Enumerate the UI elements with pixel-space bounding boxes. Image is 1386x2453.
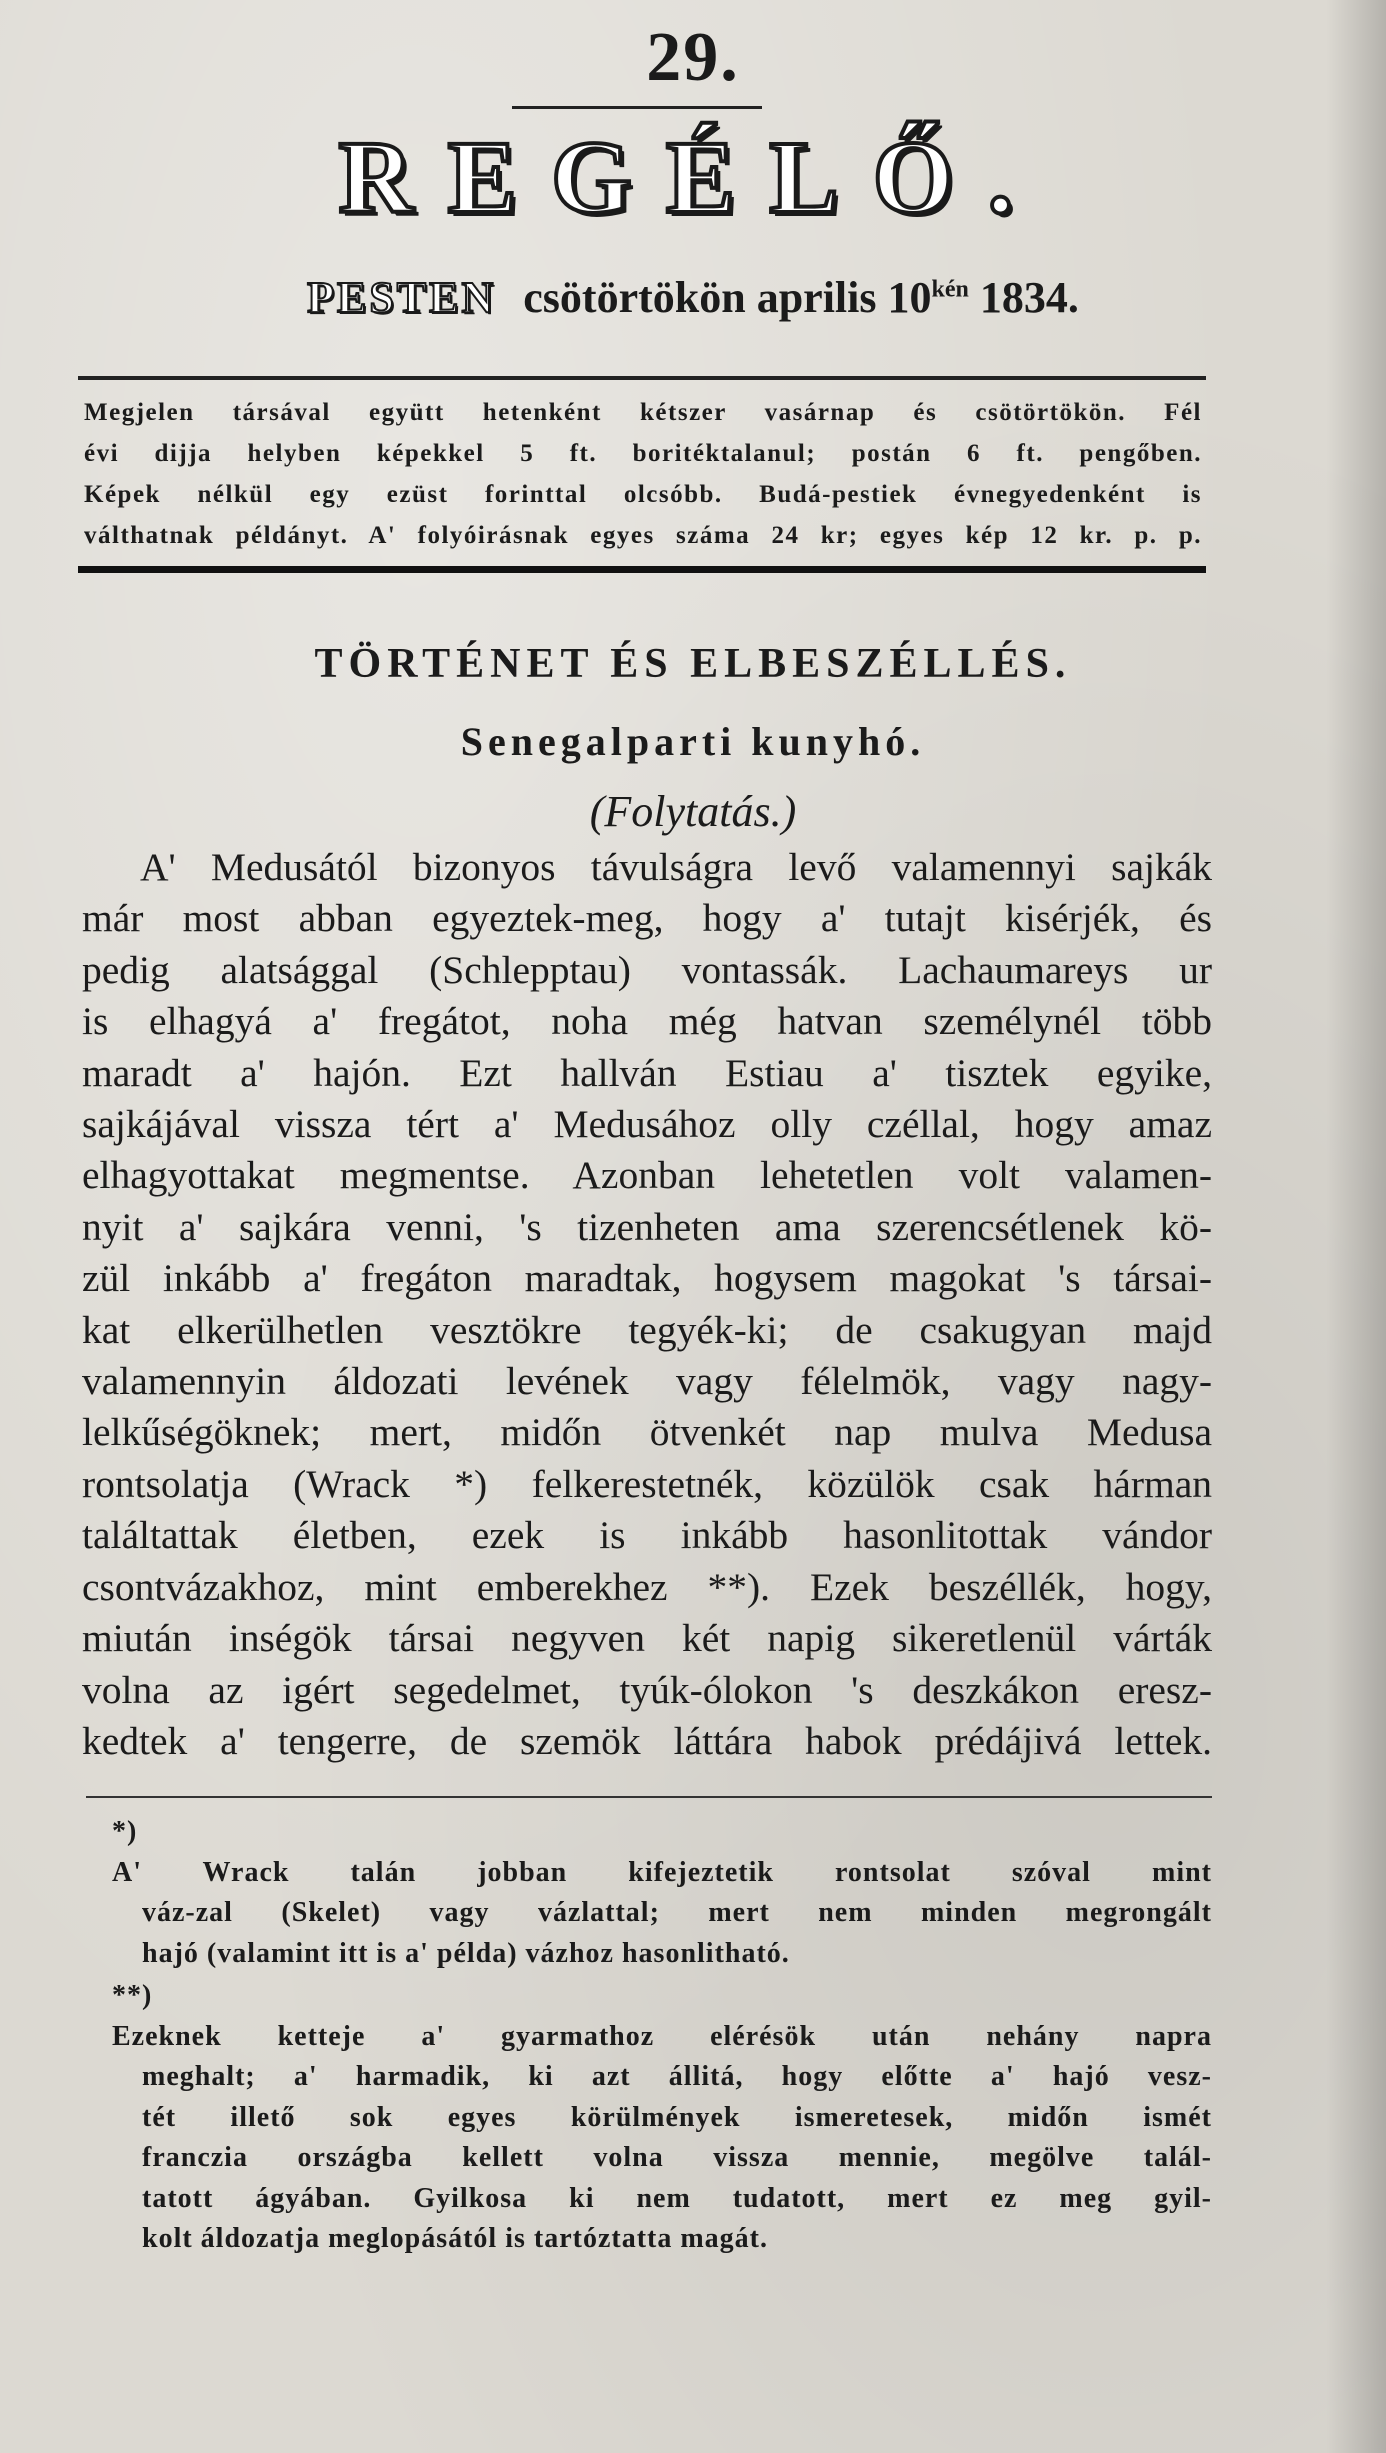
body-line: A' Medusától bizonyos távulságra levő valamennyi sajkák [140, 845, 1212, 889]
footnote-line: meghalt; a' harmadik, ki azt állitá, hogy előtte a' hajó vesz- [142, 2061, 1212, 2092]
body-line: elhagyottakat megmentse. Azonban lehetetlen volt valamen- [82, 1153, 1212, 1198]
body-line: lelkűségöknek; mert, midőn ötvenkét nap mulva Medusa [82, 1410, 1212, 1455]
footnote-line: hajó (valamint itt is a' példa) vázhoz hasonlitható. [142, 1937, 790, 1969]
subscription-notice [84, 392, 1202, 556]
body-line: zül inkább a' fregáton maradtak, hogysem magokat 's társai- [82, 1256, 1212, 1301]
body-line: nyit a' sajkára venni, 's tizenheten ama szerencsétlenek kö- [82, 1204, 1212, 1249]
footnote-line [112, 1976, 1212, 2057]
continued-note: (Folytatás.) [589, 787, 797, 836]
dateline-date: csötörtökön aprilis 10 [523, 273, 932, 322]
article-body [82, 842, 1212, 1767]
body-line: valamennyin áldozati levének vagy félelmök, vagy nagy- [82, 1359, 1212, 1404]
footnote [112, 1976, 1212, 2260]
body-line: csontvázakhoz, mint emberekhez **). Ezek beszéllék, hogy, [82, 1564, 1212, 1609]
footnote-marker: **) [112, 1980, 153, 2011]
footnotes [112, 1812, 1212, 2262]
body-line: sajkájával vissza tért a' Medusához olly czéllal, hogy amaz [82, 1102, 1212, 1147]
body-line: kat elkerülhetlen vesztökre tegyék-ki; de csakugyan majd [82, 1307, 1212, 1352]
body-line: találtattak életben, ezek is inkább hasonlitottak vándor [82, 1513, 1212, 1558]
body-line: kedtek a' tengerre, de szemök láttára habok prédájivá lettek. [82, 1718, 1212, 1763]
body-line: maradt a' hajón. Ezt hallván Estiau a' tisztek egyike, [82, 1050, 1212, 1095]
body-line: volna az igért segedelmet, tyúk-ólokon 's deszkákon eresz- [82, 1667, 1212, 1712]
body-line: rontsolatja (Wrack *) felkerestetnék, közülök csak hárman [82, 1461, 1212, 1506]
dateline-city: PESTEN [307, 273, 497, 322]
subscription-line: Megjelen társával együtt hetenként kétszer vasárnap és csötörtökön. Fél [84, 399, 1202, 426]
dateline-date-suffix: kén [931, 276, 969, 303]
footnote-line [112, 1812, 1212, 1893]
header-divider [512, 106, 762, 109]
footnote-line: kolt áldozatja meglopásától is tartóztatta magát. [142, 2223, 769, 2254]
dateline [0, 272, 1386, 323]
masthead-title: REGÉLŐ. [338, 120, 1048, 235]
subscription-top-rule [78, 376, 1206, 380]
subscription-line: válthatnak példányt. A' folyóirásnak egyes száma 24 kr; egyes kép 12 kr. p. p. [84, 522, 1202, 549]
footnote [112, 1812, 1212, 1974]
footnote-text: Ezeknek ketteje a' gyarmathoz elérésök után nehány napra [112, 2020, 1212, 2052]
footnote-text: A' Wrack talán jobban kifejeztetik rontsolat szóval mint [112, 1856, 1212, 1888]
body-line: is elhagyá a' fregátot, noha még hatvan személynél több [82, 999, 1212, 1044]
footnote-divider [86, 1796, 1212, 1798]
subscription-line: évi dijja helyben képekkel 5 ft. boritéktalanul; postán 6 ft. pengőben. [84, 440, 1202, 467]
body-line: miután inségök társai negyven két napig sikeretlenül várták [82, 1616, 1212, 1661]
body-line: már most abban egyeztek-meg, hogy a' tutajt kisérjék, és [82, 896, 1212, 941]
dateline-year: 1834. [979, 273, 1079, 322]
issue-number: 29. [646, 19, 740, 96]
article-title: Senegalparti kunyhó. [460, 719, 926, 764]
footnote-line: váz-zal (Skelet) vagy vázlattal; mert nem minden megrongált [142, 1897, 1212, 1928]
footnote-line: franczia országba kellett volna vissza mennie, megölve talál- [142, 2142, 1212, 2173]
footnote-marker: *) [112, 1816, 138, 1847]
footnote-line: tatott ágyában. Gyilkosa ki nem tudatott, mert ez meg gyil- [142, 2182, 1212, 2214]
footnote-line: tét illető sok egyes körülmények ismeretesek, midőn ismét [142, 2101, 1212, 2133]
section-heading: TÖRTÉNET ÉS ELBESZÉLLÉS. [314, 641, 1072, 687]
body-line: pedig alatsággal (Schlepptau) vontassák. Lachaumareys ur [82, 947, 1212, 992]
subscription-bottom-rule [78, 566, 1206, 573]
subscription-line: Képek nélkül egy ezüst forinttal olcsóbb. Budá-pestiek évnegyedenként is [84, 481, 1202, 508]
